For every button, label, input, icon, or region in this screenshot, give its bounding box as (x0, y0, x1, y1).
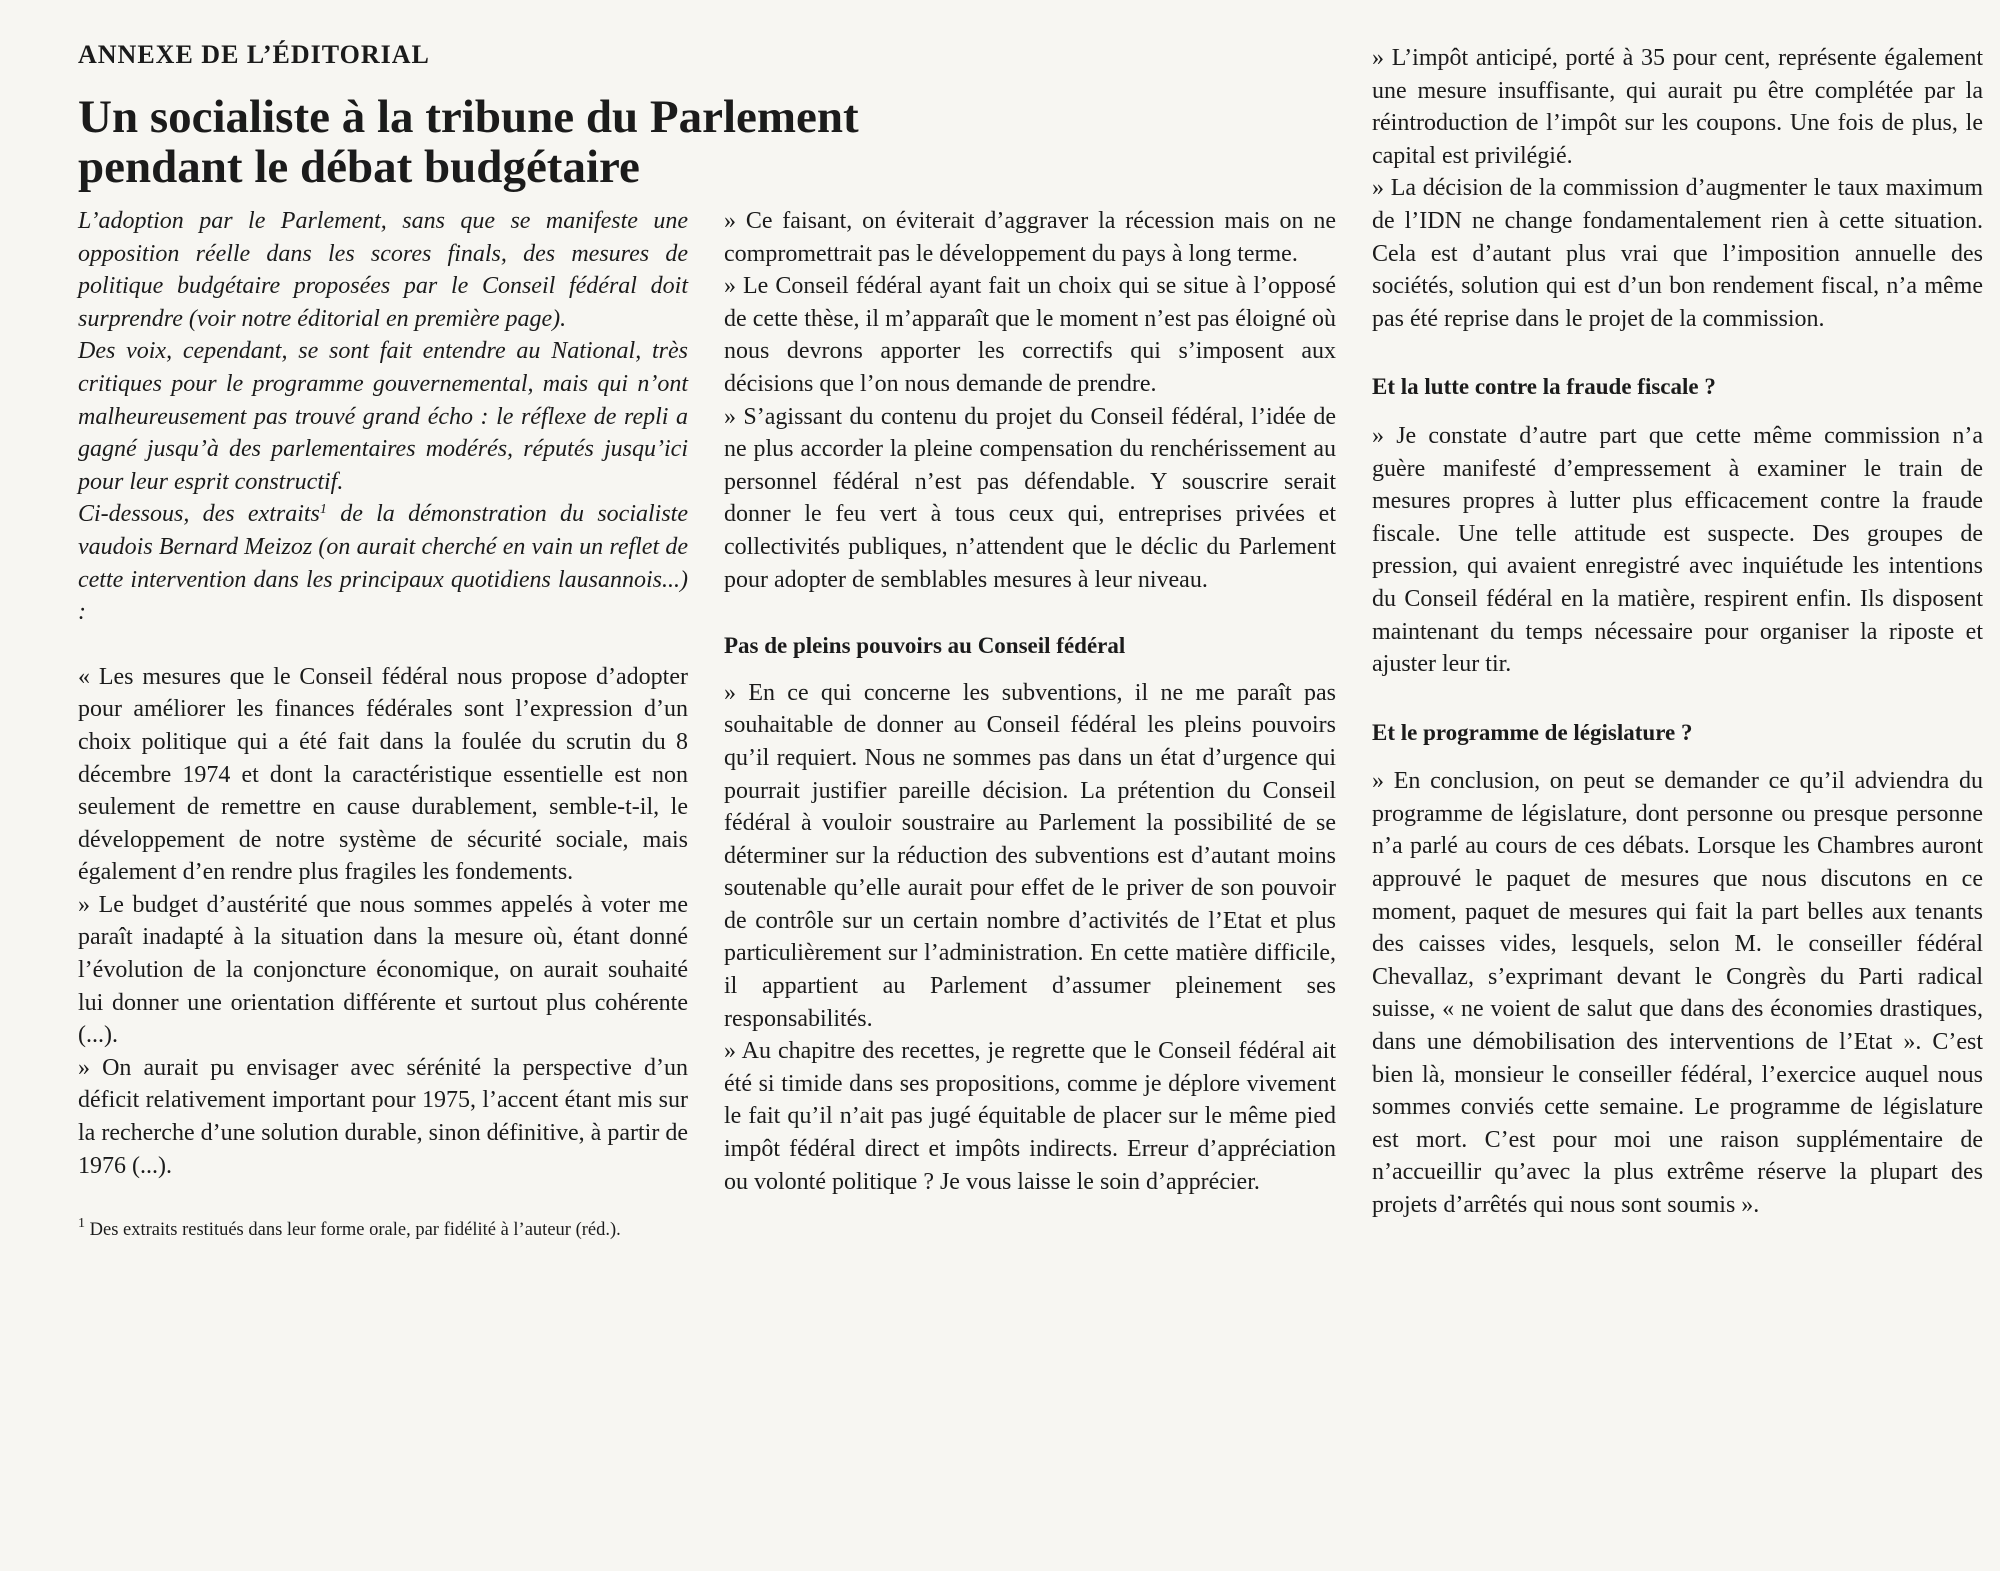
column-2 (724, 205, 1336, 1198)
footnote-marker: 1 (319, 502, 327, 518)
intro-text: de la démonstration du socialiste vaudois Bernard Meizoz (on aurait cherché en vain un reflet de cette intervention dans les principaux quotidiens lausannois...) : (78, 501, 688, 626)
intro-paragraph (78, 498, 688, 628)
headline-line-1: Un socialiste à la tribune du Parlement (78, 91, 859, 143)
headline-line-2: pendant le débat budgétaire (78, 141, 640, 193)
article-headline (78, 92, 978, 192)
column-3 (1372, 42, 1983, 1222)
footnote-number: 1 (78, 1216, 85, 1232)
body-paragraph: » S’agissant du contenu du projet du Conseil fédéral, l’idée de ne plus accorder la pleine compensation du renchérissement au personnel fédéral n’est pas défendable. Y souscrire serait donner le feu vert à tous ceux qui, entreprises privées et collectivités publiques, n’attendent que le déclic du Parlement pour adopter de semblables mesures à leur niveau. (724, 403, 1336, 593)
body-paragraph: » Le Conseil fédéral ayant fait un choix qui se situe à l’opposé de cette thèse, il m’apparaît que le moment n’est pas éloigné où nous devrons apporter les correctifs qui s’imposent aux décisions que l’on nous demande de prendre. (724, 273, 1336, 397)
body-paragraph: » La décision de la commission d’augmenter le taux maximum de l’IDN ne change fondamentalement rien à cette situation. Cela est d’autant plus vrai que l’imposition annuelle des sociétés, solution qui est d’un bon rendement fiscal, n’a même pas été reprise dans le projet de la commission. (1372, 175, 1983, 332)
body-paragraph: » L’impôt anticipé, porté à 35 pour cent, représente également une mesure insuffisante, qui aurait pu être complétée par la réintroduction de l’impôt sur les coupons. Une fois de plus, le capital est privilégié. (1372, 45, 1983, 169)
subheading: Pas de pleins pouvoirs au Conseil fédéral (724, 633, 1126, 659)
intro-paragraph: Des voix, cependant, se sont fait entendre au National, très critiques pour le programme gouvernemental, mais qui n’ont malheureusement pas trouvé grand écho : le réflexe de repli a gagné jusqu’à des parlementaires modérés, réputés jusqu’ici pour leur esprit constructif. (78, 338, 688, 495)
body-paragraph: » Ce faisant, on éviterait d’aggraver la récession mais on ne compromettrait pas le développement du pays à long terme. (724, 208, 1336, 267)
body-paragraph: » Le budget d’austérité que nous sommes appelés à voter me paraît inadapté à la situation dans la mesure où, étant donné l’évolution de la conjoncture économique, on aurait souhaité lui donner une orientation différente et surtout plus cohérente (...). (78, 891, 688, 1049)
intro-text: Ci-dessous, des extraits (78, 501, 320, 528)
body-paragraph: » En conclusion, on peut se demander ce qu’il adviendra du programme de législature, dont personne ou presque personne n’a parlé au cours de ces débats. Lorsque les Chambres auront approuvé le paquet de mesures que nous discutons en ce moment, paquet de mesures qui fait la part belles aux tenants des caisses vides, lesquels, selon M. le conseiller fédéral Chevallaz, s’exprimant devant le Congrès du Parti radical suisse, « ne voient de salut que dans des économies drastiques, dans une démobilisation des interventions de l’Etat ». C’est bien là, monsieur le conseiller fédéral, l’exercice auquel nous sommes conviés cette semaine. Le programme de législature est mort. C’est pour moi une raison supplémentaire de n’accueillir qu’avec la plus extrême réserve la plupart des projets d’arrêtés qui nous sont soumis ». (1372, 768, 1983, 1218)
footnote (78, 1218, 688, 1243)
body-paragraph: » En ce qui concerne les subventions, il ne me paraît pas souhaitable de donner au Conseil fédéral les pleins pouvoirs qu’il requiert. Nous ne sommes pas dans un état d’urgence qui pourrait justifier pareille décision. La prétention du Conseil fédéral à vouloir soustraire au Parlement la possibilité de se déterminer sur la réduction des subventions est d’autant moins soutenable qu’elle aurait pour effet de le priver de son pouvoir de contrôle sur un certain nombre d’activités de l’Etat et plus particulièrement sur l’administration. En cette matière difficile, il appartient au Parlement d’assumer pleinement ses responsabilités. (724, 679, 1336, 1032)
body-paragraph: » On aurait pu envisager avec sérénité la perspective d’un déficit relativement important pour 1975, l’accent étant mis sur la recherche d’une solution durable, sinon définitive, à partir de 1976 (...). (78, 1054, 688, 1179)
body-paragraph: » Au chapitre des recettes, je regrette que le Conseil fédéral ait été si timide dans ses propositions, comme je déplore vivement le fait qu’il n’ait pas jugé équitable de placer sur le même pied impôt fédéral direct et impôts indirects. Erreur d’appréciation ou volonté politique ? Je vous laisse le soin d’apprécier. (724, 1038, 1336, 1195)
article-kicker: ANNEXE DE L’ÉDITORIAL (78, 40, 430, 69)
footnote-text: Des extraits restitués dans leur forme orale, par fidélité à l’auteur (réd.). (85, 1220, 621, 1241)
subheading: Et le programme de législature ? (1372, 719, 1693, 745)
subheading: Et la lutte contre la fraude fiscale ? (1372, 374, 1716, 400)
body-paragraph: » Je constate d’autre part que cette même commission n’a guère manifesté d’empressement à examiner le train de mesures propres à lutter plus efficacement contre la fraude fiscale. Une telle attitude est suspecte. Des groupes de pression, qui avaient enregistré avec inquiétude les intentions du Conseil fédéral en la matière, respirent enfin. Ils disposent maintenant du temps nécessaire pour organiser la riposte et ajuster leur tir. (1372, 422, 1983, 678)
intro-paragraph: L’adoption par le Parlement, sans que se manifeste une opposition réelle dans les scores finals, des mesures de politique budgétaire proposées par le Conseil fédéral doit surprendre (voir notre éditorial en première page). (78, 208, 688, 332)
column-1 (78, 205, 688, 1243)
body-paragraph: « Les mesures que le Conseil fédéral nous propose d’adopter pour améliorer les finances fédérales sont l’expression d’un choix politique qui a été fait dans la foulée du scrutin du 8 décembre 1974 et dont la caractéristique essentielle est non seulement de remettre en cause durablement, semble-t-il, le développement de notre système de sécurité sociale, mais également d’en rendre plus fragiles les fondements. (78, 663, 688, 886)
